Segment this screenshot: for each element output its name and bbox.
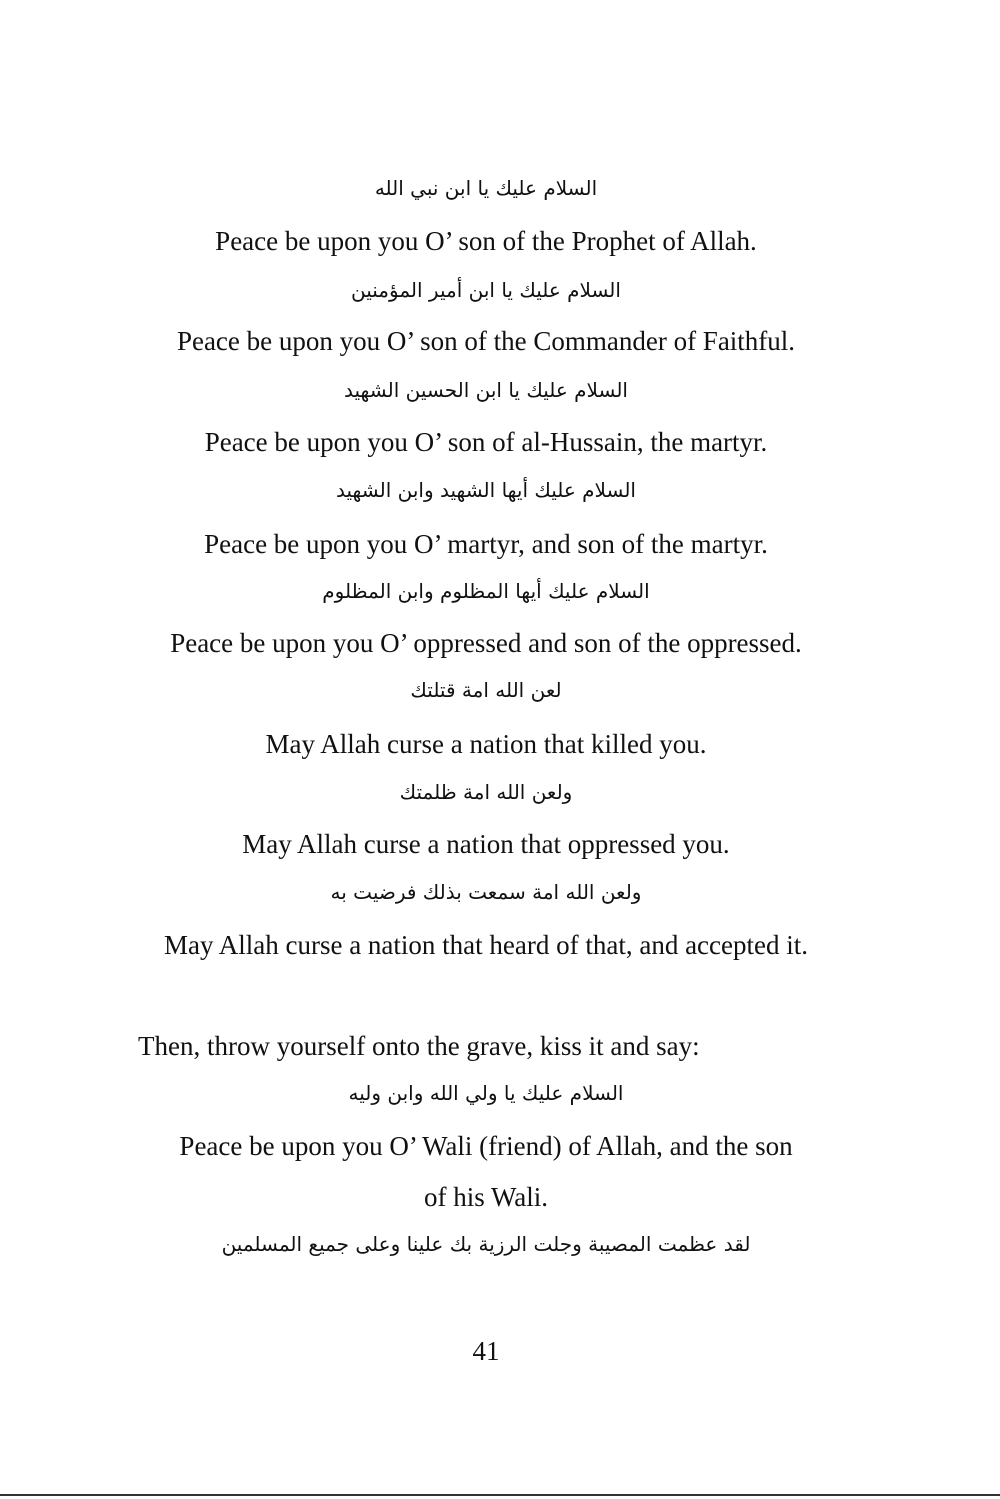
arabic-line: السلام عليك يا ابن الحسين الشهيد [344, 378, 628, 402]
english-line: of his Wali. [423, 1182, 549, 1212]
arabic-line: السلام عليك يا ولي الله وابن وليه [348, 1081, 624, 1105]
instruction-line: Then, throw yourself onto the grave, kiss it and say: [138, 1031, 700, 1061]
arabic-line: السلام عليك أيها المظلوم وابن المظلوم [322, 579, 650, 603]
page-bottom-border [0, 1494, 1000, 1496]
english-line: Peace be upon you O’ martyr, and son of the martyr. [204, 529, 768, 559]
arabic-line: ولعن الله امة ظلمتك [399, 780, 573, 804]
arabic-line: ولعن الله امة سمعت بذلك فرضيت به [330, 880, 642, 904]
english-line: Peace be upon you O’ Wali (friend) of Allah, and the son [179, 1131, 793, 1161]
english-line: Peace be upon you O’ son of the Prophet of Allah. [215, 226, 757, 256]
arabic-line: السلام عليك يا ابن نبي الله [374, 176, 598, 200]
english-line: Peace be upon you O’ son of the Commander of Faithful. [176, 326, 796, 356]
english-line: May Allah curse a nation that heard of that, and accepted it. [163, 930, 808, 960]
arabic-line: السلام عليك يا ابن أمير المؤمنين [351, 278, 621, 302]
english-line: May Allah curse a nation that oppressed you. [242, 829, 730, 859]
english-line: Peace be upon you O’ oppressed and son of the oppressed. [170, 628, 802, 658]
english-line: May Allah curse a nation that killed you. [265, 729, 707, 759]
page-number: 41 [472, 1336, 500, 1366]
arabic-line: السلام عليك أيها الشهيد وابن الشهيد [336, 478, 636, 502]
arabic-line: لقد عظمت المصيبة وجلت الرزية بك علينا وعلى جميع المسلمين [221, 1232, 751, 1256]
english-line: Peace be upon you O’ son of al-Hussain, the martyr. [204, 427, 768, 457]
arabic-line: لعن الله امة قتلتك [410, 678, 562, 702]
